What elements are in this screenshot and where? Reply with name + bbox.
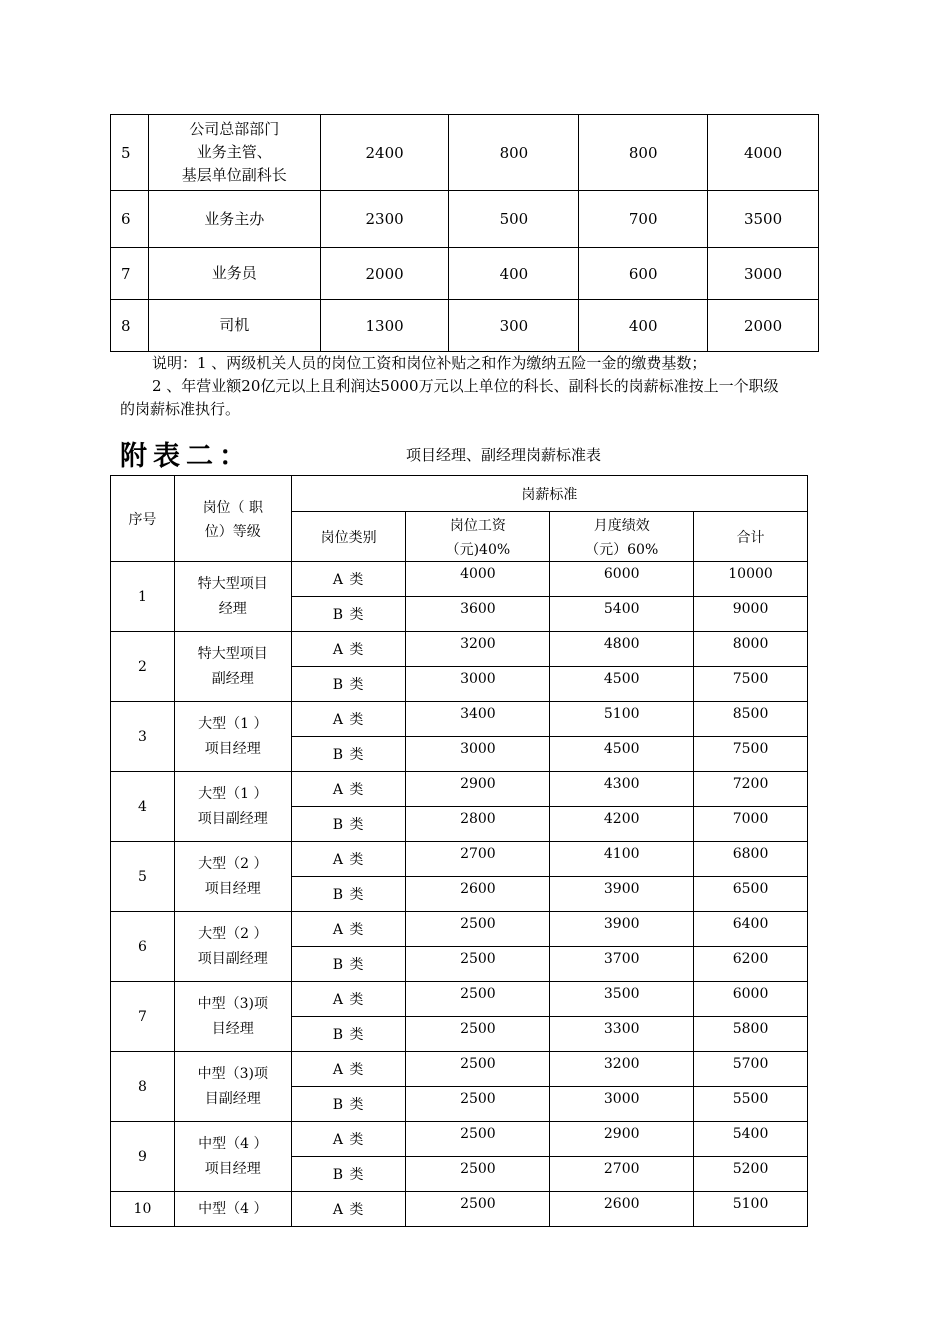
row-wage: 2500: [406, 1122, 550, 1157]
row-category: A 类: [291, 632, 406, 667]
group-post: [174, 912, 291, 982]
row-total: 5500: [694, 1087, 808, 1122]
row-value: 1300: [320, 300, 449, 352]
group-seq: 6: [111, 912, 175, 982]
group-post-line2: 经理: [218, 600, 247, 617]
row-category: A 类: [291, 842, 406, 877]
row-total: 6800: [694, 842, 808, 877]
row-post-line: 司机: [219, 316, 250, 334]
row-perf: 4800: [550, 632, 694, 667]
row-wage: 3400: [406, 702, 550, 737]
header-post: [174, 476, 291, 562]
row-category: B 类: [291, 667, 406, 702]
row-value: 600: [579, 248, 708, 300]
row-category: B 类: [291, 877, 406, 912]
row-perf: 3900: [550, 912, 694, 947]
row-post-line: 业务员: [211, 264, 257, 282]
table-2: [110, 475, 808, 1227]
row-wage: 3000: [406, 667, 550, 702]
row-post: [148, 115, 320, 191]
row-perf: 2700: [550, 1157, 694, 1192]
row-wage: 2500: [406, 1052, 550, 1087]
group-seq: 3: [111, 702, 175, 772]
row-wage: 2700: [406, 842, 550, 877]
table-row: [111, 1052, 808, 1087]
row-value: 700: [579, 191, 708, 248]
header-wage: [406, 512, 550, 562]
group-post: [174, 1122, 291, 1192]
row-perf: 5400: [550, 597, 694, 632]
row-wage: 2500: [406, 1192, 550, 1227]
group-post: [174, 1192, 291, 1227]
header-standard: 岗薪标准: [291, 476, 807, 512]
group-seq: 8: [111, 1052, 175, 1122]
group-post-line2: 项目经理: [204, 1160, 261, 1177]
table-2-title: 项目经理、副经理岗薪标准表: [406, 446, 602, 464]
row-value: 2300: [320, 191, 449, 248]
row-wage: 4000: [406, 562, 550, 597]
row-category: A 类: [291, 1122, 406, 1157]
table-row: [111, 562, 808, 597]
row-total: 8000: [694, 632, 808, 667]
row-total: 5800: [694, 1017, 808, 1052]
group-seq: 4: [111, 772, 175, 842]
header-wage-line2: （元)40%: [445, 541, 511, 558]
group-post: [174, 982, 291, 1052]
group-seq: 5: [111, 842, 175, 912]
table-row: [111, 842, 808, 877]
group-post: [174, 562, 291, 632]
row-no: 5: [111, 115, 149, 191]
row-perf: 4300: [550, 772, 694, 807]
row-value: 500: [449, 191, 579, 248]
row-perf: 5100: [550, 702, 694, 737]
row-category: A 类: [291, 912, 406, 947]
row-category: B 类: [291, 1087, 406, 1122]
header-perf-line2: （元）60%: [585, 541, 659, 558]
row-category: B 类: [291, 737, 406, 772]
group-seq: 2: [111, 632, 175, 702]
row-wage: 2500: [406, 982, 550, 1017]
header-perf: [550, 512, 694, 562]
group-post-line1: 中型（3)项: [197, 995, 268, 1012]
row-no: 7: [111, 248, 149, 300]
header-wage-line1: 岗位工资: [449, 517, 506, 534]
header-category: 岗位类别: [291, 512, 406, 562]
group-seq: 1: [111, 562, 175, 632]
note-line-1: 说明：1 、两级机关人员的岗位工资和岗位补贴之和作为缴纳五险一金的缴费基数；: [152, 354, 707, 372]
group-post: [174, 1052, 291, 1122]
group-post-line1: 特大型项目: [197, 575, 268, 592]
group-post-line2: 项目副经理: [197, 810, 268, 827]
group-post-line2: 项目副经理: [197, 950, 268, 967]
row-wage: 2600: [406, 877, 550, 912]
row-category: A 类: [291, 982, 406, 1017]
row-wage: 2500: [406, 1017, 550, 1052]
group-seq: 7: [111, 982, 175, 1052]
table-row: [111, 191, 819, 248]
group-post-line2: 项目经理: [204, 880, 261, 897]
row-total: 6400: [694, 912, 808, 947]
table-row: [111, 300, 819, 352]
row-category: A 类: [291, 562, 406, 597]
row-perf: 3700: [550, 947, 694, 982]
row-perf: 3200: [550, 1052, 694, 1087]
row-post: [148, 191, 320, 248]
row-post: [148, 248, 320, 300]
row-value: 300: [449, 300, 579, 352]
header-post-line1: 岗位（ 职: [202, 499, 264, 516]
row-category: B 类: [291, 1017, 406, 1052]
group-post-line1: 特大型项目: [197, 645, 268, 662]
header-perf-line1: 月度绩效: [593, 517, 650, 534]
row-no: 8: [111, 300, 149, 352]
row-wage: 2500: [406, 947, 550, 982]
row-wage: 3600: [406, 597, 550, 632]
table-row: [111, 982, 808, 1017]
row-post-line: 业务主办: [204, 209, 265, 228]
table-row: [111, 248, 819, 300]
group-post-line1: 大型（2 ）: [198, 925, 268, 942]
group-post-line1: 大型（1 ）: [198, 785, 268, 802]
row-value: 800: [579, 115, 708, 191]
table-row: [111, 702, 808, 737]
row-total: 9000: [694, 597, 808, 632]
row-value: 400: [579, 300, 708, 352]
row-perf: 2600: [550, 1192, 694, 1227]
group-post-line2: 项目经理: [204, 740, 261, 757]
row-perf: 4200: [550, 807, 694, 842]
row-wage: 2500: [406, 912, 550, 947]
row-category: B 类: [291, 1157, 406, 1192]
row-value: 400: [449, 248, 579, 300]
row-total: 10000: [694, 562, 808, 597]
row-total: 8500: [694, 702, 808, 737]
row-perf: 4100: [550, 842, 694, 877]
row-total: 5400: [694, 1122, 808, 1157]
appendix-heading: 附表二：: [120, 441, 252, 472]
row-category: A 类: [291, 702, 406, 737]
row-total: 6000: [694, 982, 808, 1017]
row-perf: 4500: [550, 667, 694, 702]
row-wage: 3000: [406, 737, 550, 772]
table-row: [111, 1122, 808, 1157]
row-perf: 6000: [550, 562, 694, 597]
group-post-line1: 中型（4 ）: [198, 1135, 268, 1152]
row-category: A 类: [291, 1052, 406, 1087]
row-value: 3500: [708, 191, 819, 248]
group-post: [174, 842, 291, 912]
group-post-line1: 中型（3)项: [197, 1065, 268, 1082]
row-wage: 2500: [406, 1157, 550, 1192]
row-perf: 3000: [550, 1087, 694, 1122]
group-post: [174, 772, 291, 842]
note-line-2: 2 、年营业额20亿元以上且利润达5000万元以上单位的科长、副科长的岗薪标准按上一个职级: [152, 377, 779, 395]
table-1: [110, 114, 819, 352]
row-total: 7000: [694, 807, 808, 842]
row-post-line: 公司总部部门: [189, 120, 280, 138]
row-post-line: 业务主管、: [196, 143, 272, 161]
row-wage: 2900: [406, 772, 550, 807]
row-total: 7200: [694, 772, 808, 807]
row-value: 4000: [708, 115, 819, 191]
row-no: 6: [111, 191, 149, 248]
table-row: [111, 1192, 808, 1227]
table-row: [111, 772, 808, 807]
group-post-line1: 大型（2 ）: [198, 855, 268, 872]
row-value: 2400: [320, 115, 449, 191]
row-category: B 类: [291, 807, 406, 842]
row-perf: 3900: [550, 877, 694, 912]
row-category: A 类: [291, 1192, 406, 1227]
row-total: 6200: [694, 947, 808, 982]
row-perf: 2900: [550, 1122, 694, 1157]
row-total: 6500: [694, 877, 808, 912]
row-wage: 2500: [406, 1087, 550, 1122]
group-post-line1: 中型（4 ）: [198, 1200, 268, 1217]
row-wage: 3200: [406, 632, 550, 667]
row-total: 5700: [694, 1052, 808, 1087]
row-category: B 类: [291, 597, 406, 632]
group-post: [174, 632, 291, 702]
group-post-line2: 目副经理: [204, 1090, 261, 1107]
group-post: [174, 702, 291, 772]
row-post: [148, 300, 320, 352]
table-row: [111, 632, 808, 667]
row-value: 3000: [708, 248, 819, 300]
row-wage: 2800: [406, 807, 550, 842]
table-row: [111, 912, 808, 947]
notes: [120, 352, 850, 421]
row-total: 7500: [694, 737, 808, 772]
note-line-3: 的岗薪标准执行。: [120, 400, 241, 418]
group-post-line2: 副经理: [211, 670, 254, 687]
row-post-line: 基层单位副科长: [181, 166, 287, 184]
row-value: 800: [449, 115, 579, 191]
group-post-line2: 目经理: [211, 1020, 254, 1037]
table-row: [111, 115, 819, 191]
row-perf: 3300: [550, 1017, 694, 1052]
header-seq: 序号: [111, 476, 175, 562]
row-value: 2000: [320, 248, 449, 300]
group-seq: 9: [111, 1122, 175, 1192]
row-value: 2000: [708, 300, 819, 352]
row-total: 7500: [694, 667, 808, 702]
row-total: 5100: [694, 1192, 808, 1227]
row-perf: 3500: [550, 982, 694, 1017]
row-category: A 类: [291, 772, 406, 807]
header-total: 合计: [694, 512, 808, 562]
group-seq: 10: [111, 1192, 175, 1227]
row-category: B 类: [291, 947, 406, 982]
row-total: 5200: [694, 1157, 808, 1192]
row-perf: 4500: [550, 737, 694, 772]
header-post-line2: 位）等级: [204, 523, 261, 540]
group-post-line1: 大型（1 ）: [198, 715, 268, 732]
